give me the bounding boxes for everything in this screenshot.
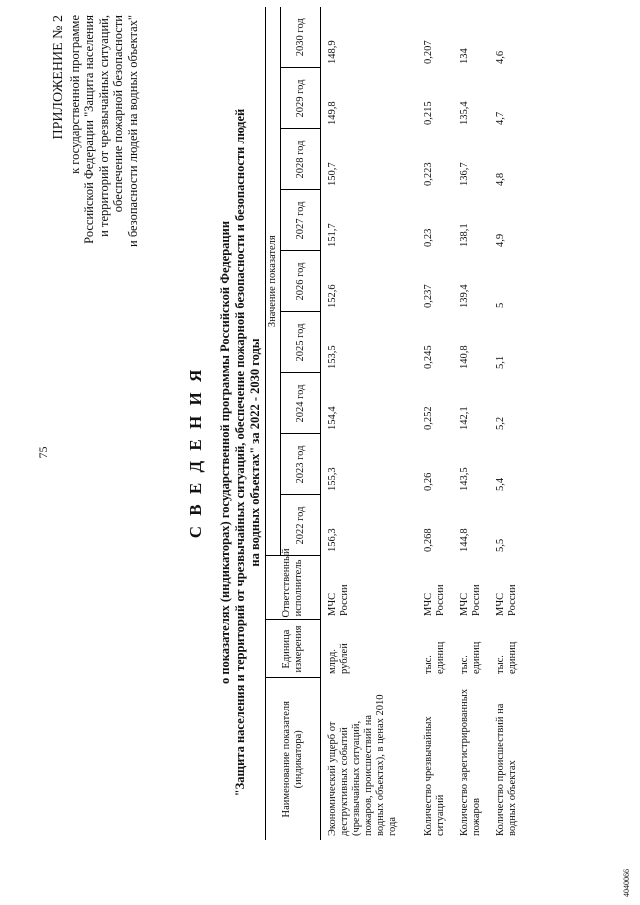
- header-year: 2022 год: [281, 495, 321, 556]
- row-value: 153,5: [327, 345, 338, 369]
- row-value: 135,4: [458, 101, 470, 125]
- row-executor: МЧС России: [422, 584, 446, 616]
- header-year: 2025 год: [281, 312, 321, 373]
- row-value: 0,268: [422, 528, 434, 552]
- row-value: 149,8: [327, 101, 338, 125]
- row-name: Экономический ущерб от деструктивных событий (чрезвычайных ситуаций, пожаров, происшествий на водных объектах), в ценах 2010 года: [327, 694, 398, 836]
- row-value: 0,23: [422, 228, 434, 247]
- row-value: 5,1: [494, 355, 506, 369]
- document-subtitle-line: "Защита населения и территорий от чрезвычайных ситуаций, обеспечение пожарной безопасности и безопасности людей: [233, 108, 247, 797]
- row-value: 142,1: [458, 406, 470, 430]
- appendix-block: [52, 15, 140, 345]
- table-row: [321, 7, 417, 840]
- row-value: 138,1: [458, 223, 470, 247]
- header-row: [266, 7, 281, 840]
- row-value: 156,3: [327, 528, 338, 552]
- header-value-group: Значение показателя: [266, 7, 281, 556]
- row-value: 5: [494, 302, 506, 308]
- page-number: 75: [36, 446, 50, 459]
- row-value: 0,237: [422, 284, 434, 308]
- row-value: 5,2: [494, 416, 506, 430]
- appendix-line: и территорий от чрезвычайных ситуаций,: [96, 15, 111, 237]
- header-year: 2027 год: [281, 190, 321, 251]
- header-name: Наименование показателя (индикатора): [266, 678, 321, 840]
- row-unit: тыс. единиц: [422, 641, 446, 674]
- row-value: 5,4: [494, 477, 506, 491]
- appendix-line: к государственной программе: [67, 15, 82, 174]
- header-executor: Ответственный исполнитель: [266, 556, 321, 620]
- appendix-line: Российской Федерации "Защита населения: [82, 15, 96, 244]
- row-value: 139,4: [458, 284, 470, 308]
- row-value: 4,6: [494, 50, 506, 64]
- row-value: 0,252: [422, 406, 434, 430]
- row-value: 140,8: [458, 345, 470, 369]
- row-value: 155,3: [327, 467, 338, 491]
- row-value: 143,5: [458, 467, 470, 491]
- row-unit: тыс. единиц: [494, 641, 518, 674]
- document-heading: [186, 40, 263, 865]
- document-subtitle-line: о показателях (индикаторах) государственной программы Российской Федерации: [218, 220, 232, 685]
- table-row: [453, 7, 489, 840]
- row-value: 0,245: [422, 345, 434, 369]
- appendix-line: обеспечение пожарной безопасности: [111, 15, 125, 213]
- row-name: Количество чрезвычайных ситуаций: [422, 716, 446, 836]
- row-value: 0,207: [422, 40, 434, 64]
- header-unit: Единица измерения: [266, 620, 321, 678]
- appendix-title: ПРИЛОЖЕНИЕ № 2: [51, 15, 66, 140]
- row-executor: МЧС России: [494, 584, 518, 616]
- row-value: 4,8: [494, 172, 506, 186]
- row-executor: МЧС России: [327, 584, 350, 616]
- document-title: С В Е Д Е Н И Я: [186, 366, 205, 539]
- row-value: 134: [458, 48, 470, 64]
- row-value: 0,223: [422, 162, 434, 186]
- header-year: 2029 год: [281, 68, 321, 129]
- indicators-table: [265, 7, 525, 840]
- header-year: 2023 год: [281, 434, 321, 495]
- row-value: 136,7: [458, 162, 470, 186]
- row-name: Количество происшествий на водных объектах: [494, 703, 518, 836]
- row-value: 144,8: [458, 528, 470, 552]
- row-value: 150,7: [327, 162, 338, 186]
- row-value: 154,4: [327, 406, 338, 430]
- header-year: 2030 год: [281, 7, 321, 68]
- row-value: 5,5: [494, 538, 506, 552]
- row-executor: МЧС России: [458, 584, 482, 616]
- table-row: [417, 7, 453, 840]
- row-name: Количество зарегистрированных пожаров: [458, 688, 482, 836]
- document-subtitle-line: на водных объектах" за 2022 - 2030 годы: [248, 338, 262, 567]
- row-value: 0,215: [422, 101, 434, 125]
- row-value: 0,26: [422, 472, 434, 491]
- row-value: 152,6: [327, 284, 338, 308]
- header-year: 2028 год: [281, 129, 321, 190]
- row-value: 148,9: [327, 40, 338, 64]
- appendix-line: и безопасности людей на водных объектах": [125, 15, 140, 247]
- table-row: [489, 7, 525, 840]
- row-value: 4,7: [494, 111, 506, 125]
- document-code: 4040066: [622, 869, 631, 897]
- row-value: 4,9: [494, 233, 506, 247]
- row-unit: млрд. рублей: [327, 643, 350, 674]
- row-value: 151,7: [327, 223, 338, 247]
- row-unit: тыс. единиц: [458, 641, 482, 674]
- header-year: 2024 год: [281, 373, 321, 434]
- header-year: 2026 год: [281, 251, 321, 312]
